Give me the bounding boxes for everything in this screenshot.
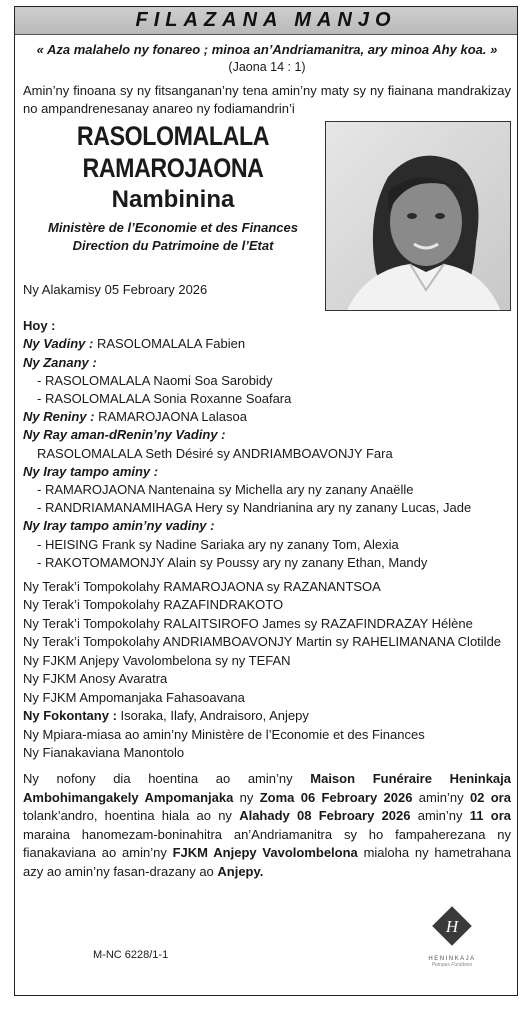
fokontany-value: Isoraka, Ilafy, Andraisoro, Anjepy — [116, 708, 309, 724]
ministry-name: Ministère de l’Economie et des Finances — [48, 220, 298, 235]
spouse-label: Ny Vadiny : — [23, 336, 94, 352]
mother-name: RAMAROJAONA Lalasoa — [94, 409, 247, 425]
deceased-block — [23, 121, 511, 307]
funeral-time-2: 11 ora — [469, 808, 511, 824]
intro-text: Amin’ny finoana sy ny fitsanganan’ny tena amin’ny maty sy ny fiainana mandrakizay no ampandrenesanay anareo ny fodiamandrin’i — [23, 83, 511, 116]
deceased-surname-1: RASOLOMALALA — [76, 121, 270, 152]
funeral-text: mialoha ny hametrahana azy ao amin’ny fasan-drazany ao — [23, 845, 511, 879]
mourner-item: Ny FJKM Ampomanjaka Fahasoavana — [23, 689, 245, 705]
mourner-item: Ny FJKM Anosy Avaratra — [23, 671, 168, 687]
funeral-text: tolank’andro, hoentina hiala ao ny — [23, 808, 240, 824]
logo-text: HENINKAJA — [428, 956, 476, 962]
mourner-item: Ny Terak’i Tompokolahy RAMAROJAONA sy RAZANANTSOA — [23, 578, 381, 594]
logo-diamond-icon — [429, 903, 475, 949]
mourner-item: Ny Terak’i Tompokolahy RALAITSIROFO James sy RAZAFINDRAZAY Hélène — [23, 615, 473, 631]
parents-in-law-names: RASOLOMALALA Seth Désiré sy ANDRIAMBOAVONJY Fara — [37, 445, 393, 461]
funeral-text: amin’ny — [410, 808, 470, 824]
funeral-place: Maison Funéraire Heninkaja Ambohimangakely Ampomanjaka — [23, 771, 511, 805]
notice-reference: M-NC 6228/1-1 — [93, 949, 169, 961]
spouse-siblings-label: Ny Iray tampo amin’ny vadiny : — [23, 518, 215, 534]
funeral-text: maraina hanomezam-boninahitra an’Andriamanitra sy ho fampaherezana ny fianakaviana ao amin’ny — [23, 826, 511, 861]
deceased-photo — [325, 121, 511, 311]
deceased-first-name: Nambinina — [111, 186, 235, 213]
logo-mark: H — [445, 917, 459, 936]
sibling-item: - RANDRIAMANAMIHAGA Hery sy Nandrianina ary ny zanany Lucas, Jade — [37, 500, 472, 516]
mourner-item: Ny Mpiara-miasa ao amin’ny Ministère de l’Economie et des Finances — [23, 726, 425, 742]
deceased-names — [23, 121, 323, 254]
notice-title: FILAZANA MANJO — [135, 9, 397, 31]
obituary-notice — [14, 6, 518, 996]
bible-quote: « Aza malahelo ny fonareo ; minoa an’Andriamanitra, ary minoa Ahy koa. » — [36, 42, 498, 57]
logo-subtext: Pompes Funèbres — [431, 962, 473, 968]
child-item: - RASOLOMALALA Naomi Soa Sarobidy — [37, 372, 273, 388]
child-item: - RASOLOMALALA Sonia Roxanne Soafara — [37, 391, 292, 407]
funeral-date-1: Zoma 06 Febroary 2026 — [259, 789, 413, 805]
funeral-time-1: 02 ora — [469, 789, 511, 805]
hoy-label: Hoy : — [23, 318, 56, 334]
mourner-item: Ny Terak’i Tompokolahy ANDRIAMBOAVONJY Martin sy RAHELIMANANA Clotilde — [23, 634, 502, 650]
mourner-item: Ny Fianakaviana Manontolo — [23, 744, 185, 760]
funeral-date-2: Alahady 08 Febroary 2026 — [239, 808, 411, 824]
funeral-text: Ny nofony dia hoentina ao amin’ny — [23, 771, 311, 787]
funeral-text: amin’ny — [412, 789, 470, 805]
mother-label: Ny Reniny : — [23, 409, 95, 425]
mourner-item: Ny Terak’i Tompokolahy RAZAFINDRAKOTO — [23, 597, 284, 613]
mother-row — [23, 408, 511, 426]
mourner-item: Ny FJKM Anjepy Vavolombelona sy ny TEFAN — [23, 652, 291, 668]
bible-reference: (Jaona 14 : 1) — [228, 59, 306, 74]
sibling-item: - RAMAROJAONA Nantenaina sy Michella ary ny zanany Anaëlle — [37, 481, 414, 497]
family-list — [23, 317, 511, 572]
direction-name: Direction du Patrimoine de l’Etat — [72, 237, 274, 253]
deceased-surname-2: RAMAROJAONA — [82, 153, 264, 184]
children-label: Ny Zanany : — [23, 354, 97, 370]
spouse-sibling-item: - HEISING Frank sy Nadine Sariaka ary ny zanany Tom, Alexia — [37, 536, 399, 552]
portrait-image — [326, 122, 511, 311]
heninkaja-logo — [417, 903, 487, 973]
funeral-text: ny — [233, 789, 260, 805]
parents-in-law-label: Ny Ray aman-dRenin’ny Vadiny : — [23, 427, 226, 443]
fokontany-row — [23, 707, 511, 725]
spouse-sibling-item: - RAKOTOMAMONJY Alain sy Poussy ary ny zanany Ethan, Mandy — [37, 554, 428, 570]
other-mourners — [23, 578, 511, 763]
funeral-details — [23, 770, 511, 881]
funeral-church: FJKM Anjepy Vavolombelona — [172, 845, 358, 861]
header-band — [15, 7, 517, 35]
spouse-row — [23, 335, 511, 353]
death-date: Ny Alakamisy 05 Febroary 2026 — [23, 282, 208, 298]
fokontany-label: Ny Fokontany : — [23, 708, 117, 724]
notice-content — [23, 41, 511, 881]
spouse-name: RASOLOMALALA Fabien — [93, 336, 246, 352]
siblings-label: Ny Iray tampo aminy : — [23, 463, 159, 479]
burial-place: Anjepy. — [217, 863, 264, 879]
